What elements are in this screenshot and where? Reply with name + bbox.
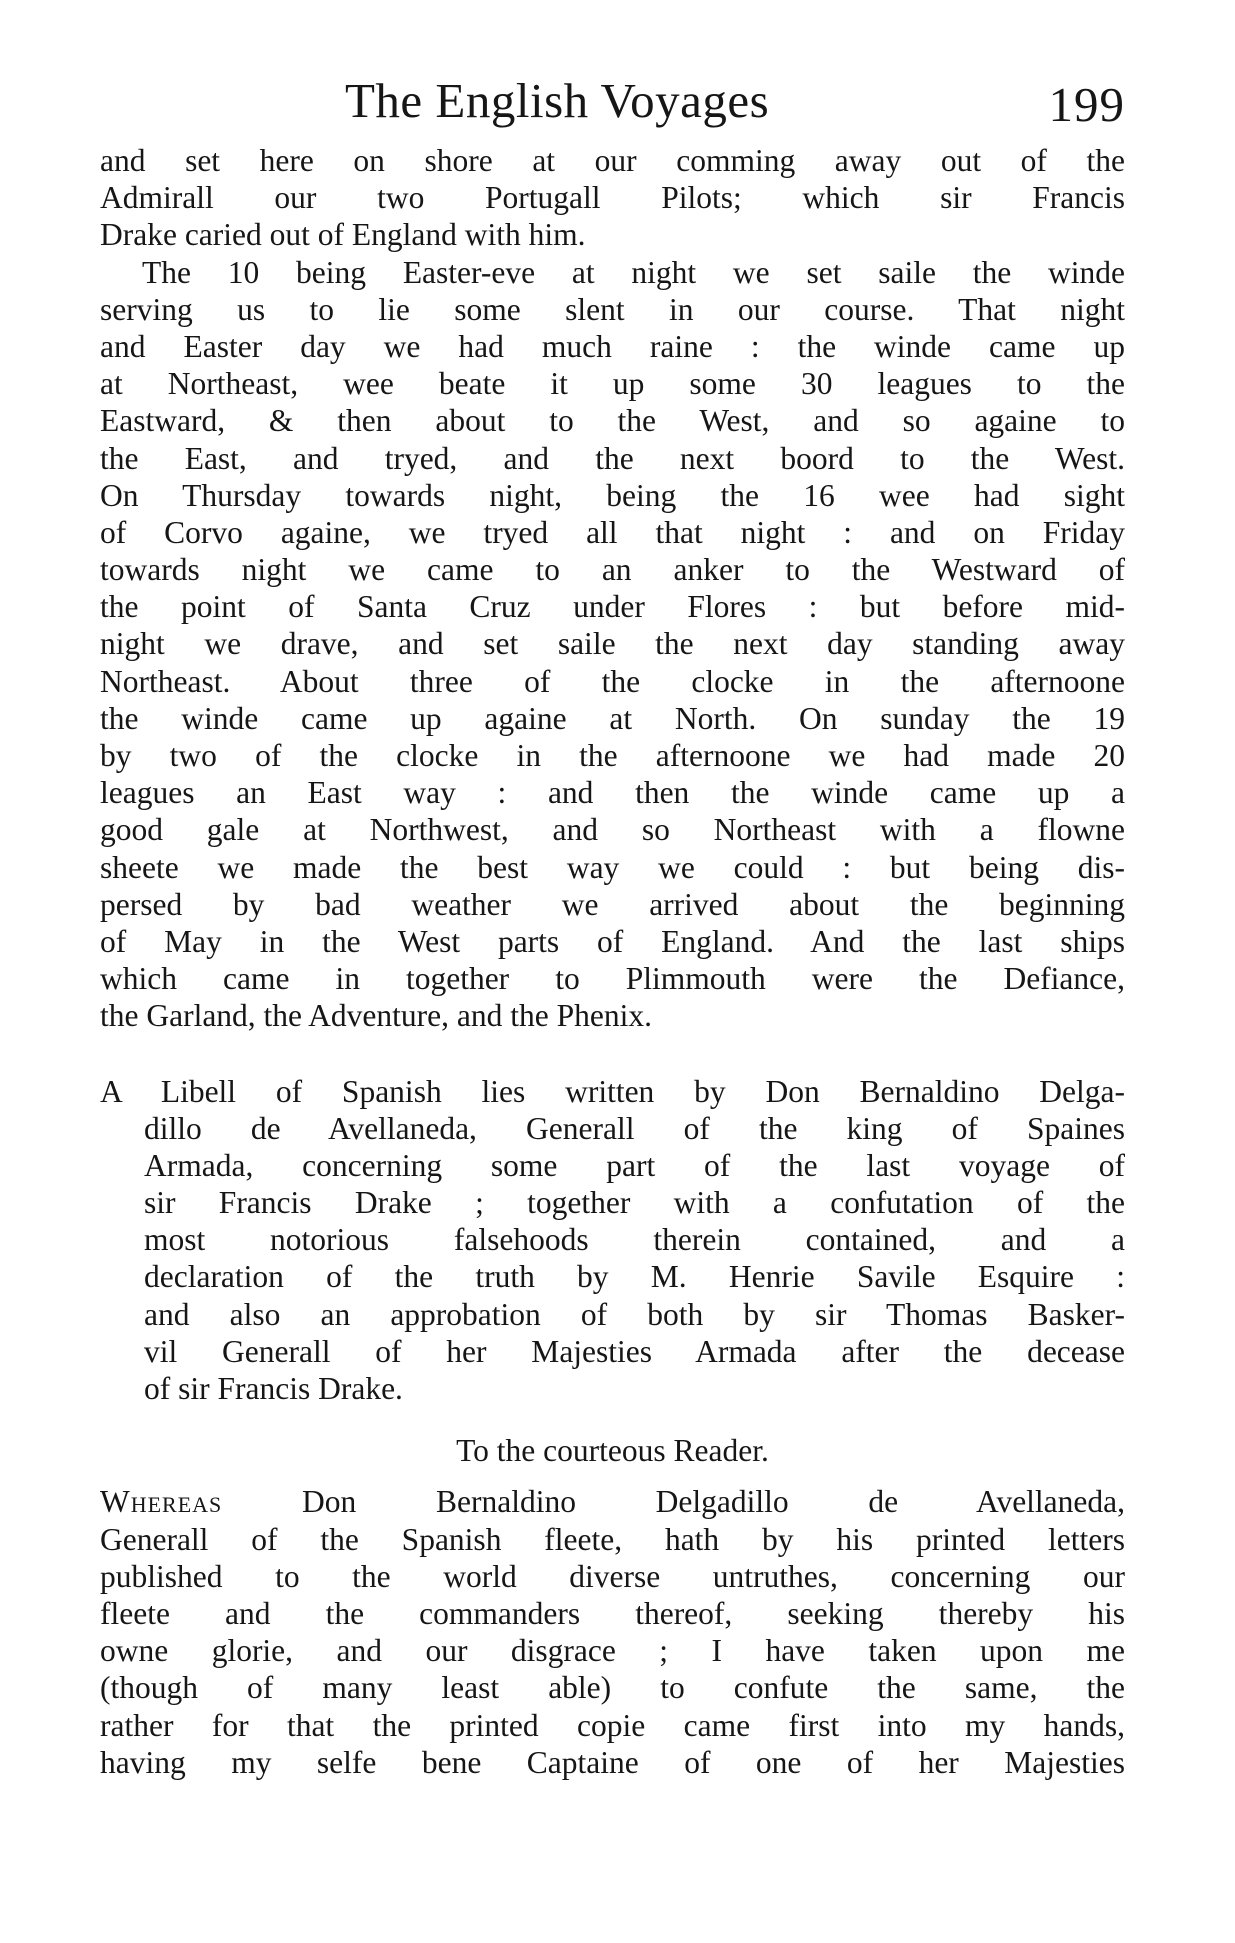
text-line: good gale at Northwest, and so Northeast with a flowne	[100, 812, 1125, 848]
text-line: and set here on shore at our comming away out of the	[100, 143, 1125, 178]
text-line: Admirall our two Portugall Pilots; which sir Francis	[100, 180, 1125, 216]
text-line: leagues an East way : and then the winde came up a	[100, 775, 1125, 811]
title-line: Armada, concerning some part of the last voyage of	[144, 1147, 1125, 1183]
paragraph-3	[100, 1483, 1125, 1781]
text-line: On Thursday towards night, being the 16 wee had sight	[100, 477, 1125, 513]
title-line: dillo de Avellaneda, Generall of the king of Spaines	[144, 1110, 1125, 1146]
title-line: A Libell of Spanish lies written by Don Bernaldino Delga-	[100, 1073, 1125, 1109]
spacer	[100, 1035, 1125, 1073]
title-line: of sir Francis Drake.	[144, 1371, 403, 1406]
text-line: having my selfe bene Captaine of one of her Majesties	[100, 1744, 1125, 1780]
body-text	[100, 142, 1125, 1781]
text-line: and Easter day we had much raine : the winde came up	[100, 328, 1125, 364]
text-line: which came in together to Plimmouth were the Defiance,	[100, 961, 1125, 997]
text-line	[100, 1483, 1125, 1520]
text-line: Drake caried out of England with him.	[100, 217, 586, 253]
title-line: most notorious falsehoods therein contained, and a	[144, 1222, 1125, 1258]
text-line: at Northeast, wee beate it up some 30 leagues to the	[100, 366, 1125, 402]
text-line: of Corvo againe, we tryed all that night : and on Friday	[100, 514, 1125, 550]
text-line: published to the world diverse untruthes, concerning our	[100, 1558, 1125, 1594]
spacer	[100, 1407, 1125, 1432]
text-line: towards night we came to an anker to the Westward of	[100, 552, 1125, 588]
opening-line-rest: Don Bernaldino Delgadillo de Avellaneda,	[302, 1484, 1126, 1520]
text-line: (though of many least able) to confute the same, the	[100, 1670, 1125, 1706]
paragraph-1	[100, 142, 1125, 254]
text-line: of May in the West parts of England. And the last ships	[100, 923, 1125, 959]
page-header	[100, 66, 1125, 136]
text-line: persed by bad weather we arrived about the beginning	[100, 886, 1125, 922]
text-line: the Garland, the Adventure, and the Phenix.	[100, 998, 652, 1034]
text-line: night we drave, and set saile the next day standing away	[100, 626, 1125, 662]
text-line: the winde came up againe at North. On sunday the 19	[100, 700, 1125, 736]
paragraph-2	[100, 254, 1125, 1035]
text-line: Eastward, & then about to the West, and so againe to	[100, 403, 1125, 439]
title-block	[100, 1073, 1125, 1408]
running-title: The English Voyages	[345, 73, 770, 128]
title-line: vil Generall of her Majesties Armada after the decease	[144, 1333, 1125, 1369]
title-line: sir Francis Drake ; together with a confutation of the	[144, 1185, 1125, 1221]
text-line: rather for that the printed copie came first into my hands,	[100, 1707, 1125, 1743]
text-line: fleete and the commanders thereof, seeking thereby his	[100, 1595, 1125, 1631]
title-line: and also an approbation of both by sir Thomas Basker-	[144, 1296, 1125, 1332]
text-line: by two of the clocke in the afternoone we had made 20	[100, 738, 1125, 773]
text-line: serving us to lie some slent in our course. That night	[100, 291, 1125, 327]
text-line: The 10 being Easter-eve at night we set saile the winde	[142, 254, 1125, 290]
opening-word: Whereas	[100, 1484, 223, 1520]
section-heading: To the courteous Reader.	[456, 1433, 769, 1469]
text-line: Northeast. About three of the clocke in the afternoone	[100, 663, 1125, 699]
text-line: owne glorie, and our disgrace ; I have taken upon me	[100, 1633, 1125, 1669]
text-line: Generall of the Spanish fleete, hath by his printed letters	[100, 1521, 1125, 1557]
page-number: 199	[1048, 77, 1125, 132]
text-line: the point of Santa Cruz under Flores : but before mid-	[100, 589, 1125, 625]
spacer	[100, 1469, 1125, 1483]
text-line: sheete we made the best way we could : but being dis-	[100, 849, 1125, 885]
title-line: declaration of the truth by M. Henrie Savile Esquire :	[144, 1259, 1125, 1295]
text-line: the East, and tryed, and the next boord to the West.	[100, 440, 1125, 476]
